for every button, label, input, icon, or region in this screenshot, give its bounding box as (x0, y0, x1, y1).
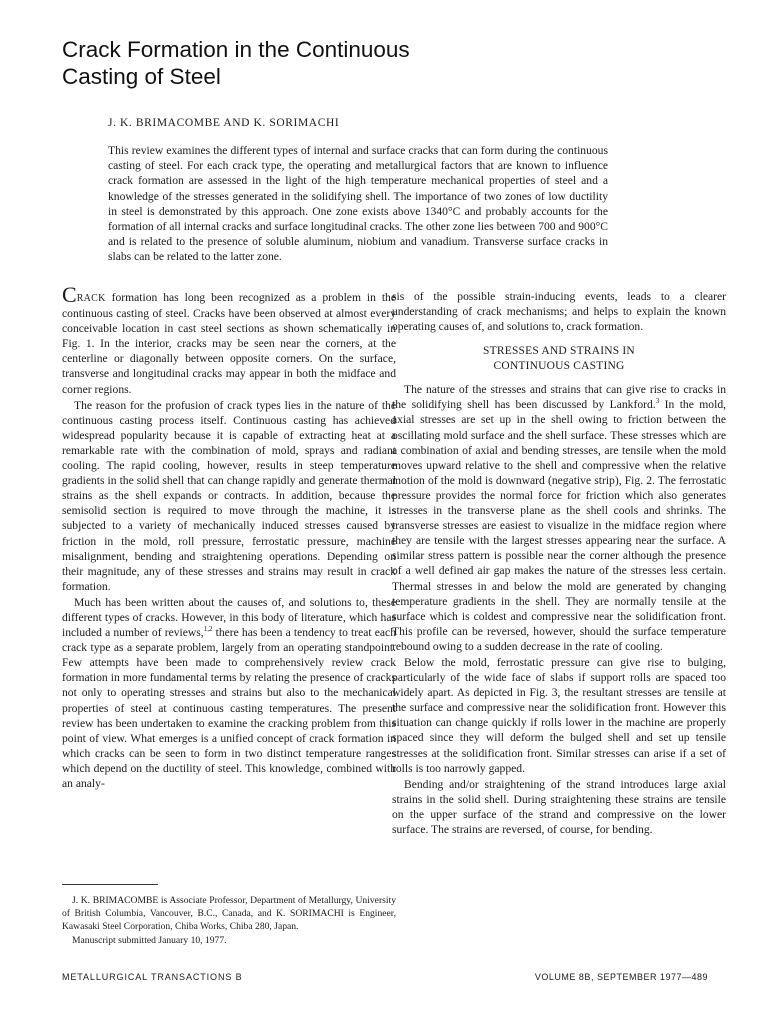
left-column (62, 282, 397, 792)
right-column (392, 289, 726, 838)
intro-text: formation has long been recognized as a problem in the continuous casting of steel. Cracks have been observed at almost every conceivable location in cast steel sections as shown schematically in Fig. 1. In the interior, cracks may be seen near the corners, at the centerline or diagonally between opposite corners. On the surface, transverse and longitudinal cracks may appear in both the midface and corner regions. (62, 291, 396, 396)
authors: J. K. BRIMACOMBE AND K. SORIMACHI (108, 117, 340, 129)
section-heading-line-1: STRESSES AND STRAINS IN (483, 345, 635, 358)
paragraph-continuation: sis of the possible strain-inducing events, leads to a clearer understanding of crack mechanisms; and helps to explain the known operating causes of, and solutions to, crack formation. (392, 290, 726, 334)
section-heading-line-2: CONTINUOUS CASTING (493, 360, 625, 373)
journal-name: METALLURGICAL TRANSACTIONS B (62, 972, 243, 982)
paragraph-stresses-a: The nature of the stresses and strains that can give rise to cracks in the solidifying shell has been discussed by Lankford. (392, 383, 726, 412)
abstract: This review examines the different types of internal and surface cracks that can form during the continuous casting of steel. For each crack type, the operating and metallurgical factors that are known to influence crack formation are assessed in the light of the high temperature mechanical properties of steel and a knowledge of the stresses generated in the solidifying shell. The importance of two zones of low ductility in steel is demonstrated by this approach. One zone exists above 1340°C and probably accounts for the formation of all internal cracks and surface longitudinal cracks. The other zone lies between 700 and 900°C and is related to the presence of soluble aluminum, niobium and vanadium. Transverse surface cracks in slabs can be related to the latter zone. (108, 144, 608, 264)
paragraph-crack-types: The reason for the profusion of crack types lies in the nature of the continuous casting process itself. Continuous casting has achieved widespread popularity because it is capable of extracting heat at a remarkable rate with the combination of mold, sprays and radiant cooling. The rapid cooling, however, results in steep temperature gradients in the solid shell that can change rapidly and generate thermal strains as the shell expands or contracts. In addition, because the semisolid section is required to move through the machine, it is subjected to a variety of mechanically induced stresses caused by friction in the mold, roll pressure, ferrostatic pressure, machine misalignment, bending and straightening operations. Depending on their magnitude, any of these stresses and strains may result in crack formation. (62, 398, 396, 593)
paragraph-below-mold: Below the mold, ferrostatic pressure can give rise to bulging, particularly of the wide face of slabs if support rolls are spaced too widely apart. As depicted in Fig. 3, the resultant stresses are tensile at the surface and compressive near the solidification front. However this situation can change quickly if rolls lower in the machine are properly spaced since they will deform the bulged shell and set up tensile stresses at the solidification front. Similar stresses can arise if a set of rolls is too narrowly gapped. (392, 655, 726, 775)
reference-superscript: 1,2 (203, 625, 213, 634)
section-heading (392, 344, 726, 374)
title-line-1: Crack Formation in the Continuous (62, 37, 410, 62)
paragraph-literature (62, 595, 396, 791)
paragraph-stresses (392, 382, 726, 654)
drop-cap-word: RACK (76, 293, 106, 304)
drop-cap: C (62, 282, 77, 307)
footnote-affiliation: J. K. BRIMACOMBE is Associate Professor, Department of Metallurgy, University of British Columbia, Vancouver, B.C., Canada, and K. SORIMACHI is Engineer, Kawasaki Steel Corporation, Chiba Works, Chiba 280, Japan. (62, 895, 396, 933)
footnote-submitted: Manuscript submitted January 10, 1977. (72, 934, 227, 946)
paragraph-literature-a: Much has been written about the causes of, and solutions to, these different types of cracks. However, in this body of literature, which has included a number of reviews, (62, 595, 396, 640)
paragraph-bending: Bending and/or straightening of the strand introduces large axial strains in the solid shell. During straightening these strains are tensile on the upper surface of the strand and compressive on the lower surface. The strains are reversed, of course, for bending. (392, 777, 726, 836)
intro-paragraph (62, 282, 396, 397)
reference-superscript: 3 (655, 397, 660, 406)
title-line-2: Casting of Steel (62, 64, 221, 89)
volume-page: VOLUME 8B, SEPTEMBER 1977—489 (534, 972, 708, 982)
article-title (62, 36, 702, 90)
footnote-rule (62, 884, 158, 885)
paragraph-stresses-b: In the mold, axial stresses are set up in the shell owing to friction between the oscillating mold surface and the shell surface. These stresses which are a combination of axial and bending stresses, are tensile when the mold moves upward relative to the shell and compressive when the relative motion of the mold is downward (negative strip), Fig. 2. The ferrostatic pressure provides the normal force for friction which also generates stresses in the transverse plane as the shell cools and shrinks. The transverse stresses are easiest to visualize in the midface region where they are tensile with the largest stresses appearing near the surface. A similar stress pattern is possible near the corner although the presence of a well defined air gap makes the nature of the stresses less certain. Thermal stresses in and below the mold are generated by changing temperature gradients in the shell. They are normally tensile at the surface which is coldest and compressive near the solidification front. This profile can be reversed, however, should the surface temperature rebound owing to a sudden decrease in the rate of cooling. (392, 398, 727, 653)
paragraph-literature-b: there has been a tendency to treat each crack type as a separate problem, largely from an operating standpoint. Few attempts have been made to comprehensively review crack formation in more fundamental terms by relating the presence of cracks not only to operating stresses and strains but also to the mechanical properties of steel at continuous casting temperatures. The present review has been undertaken to examine the cracking problem from this point of view. What emerges is a unified concept of crack formation in which cracks can be seen to form in two distinct temperature ranges which depend on the ductility of steel. This knowledge, combined with an analy- (62, 626, 397, 790)
footnote (62, 894, 396, 947)
